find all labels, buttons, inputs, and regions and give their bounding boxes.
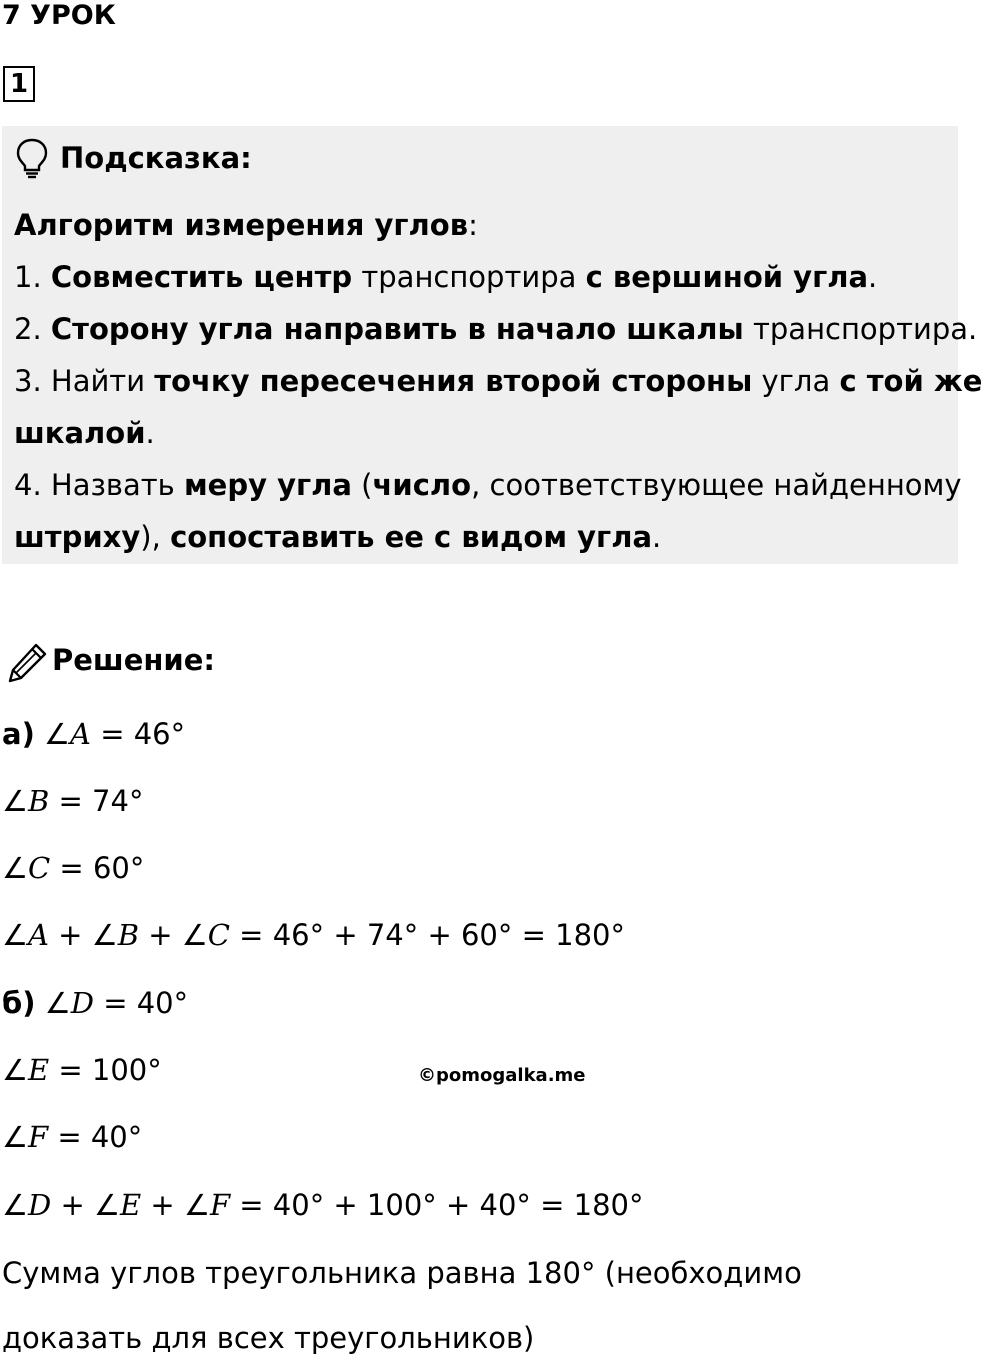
conclusion-line-2: доказать для всех треугольников) <box>2 1321 535 1355</box>
task-number-box: 1 <box>3 66 35 102</box>
part-a-angle-c: ∠C = 60° <box>2 851 145 885</box>
part-b-angle-d: б) ∠D = 40° <box>2 986 189 1020</box>
part-b-angle-f: ∠F = 40° <box>2 1120 143 1154</box>
algorithm-title: Алгоритм измерения углов: <box>14 208 478 242</box>
part-a-sum: ∠A + ∠B + ∠C = 46° + 74° + 60° = 180° <box>2 918 625 952</box>
hint-step-3-cont: шкалой. <box>14 416 155 450</box>
part-b-angle-e: ∠E = 100° <box>2 1053 162 1087</box>
hint-step-3: 3. Найти точку пересечения второй стороны угла с той же <box>14 364 982 398</box>
hint-heading: Подсказка: <box>60 141 252 175</box>
hint-step-4-cont: штриху), сопоставить ее с видом угла. <box>14 520 662 554</box>
part-a-angle-a: а) ∠A = 46° <box>2 717 186 751</box>
part-a-angle-b: ∠B = 74° <box>2 784 144 818</box>
part-b-sum: ∠D + ∠E + ∠F = 40° + 100° + 40° = 180° <box>2 1188 644 1222</box>
lightbulb-icon <box>12 136 52 180</box>
pencil-icon <box>6 640 50 684</box>
hint-step-1: 1. Совместить центр транспортира с вершиной угла. <box>14 260 878 294</box>
watermark: ©pomogalka.me <box>418 1065 586 1086</box>
hint-step-4: 4. Назвать меру угла (число, соответствующее найденному <box>14 468 962 502</box>
hint-step-2: 2. Сторону угла направить в начало шкалы транспортира. <box>14 312 978 346</box>
solution-heading: Решение: <box>52 643 216 677</box>
lesson-title: 7 УРОК <box>2 0 116 31</box>
conclusion-line-1: Сумма углов треугольника равна 180° (необходимо <box>2 1256 802 1290</box>
